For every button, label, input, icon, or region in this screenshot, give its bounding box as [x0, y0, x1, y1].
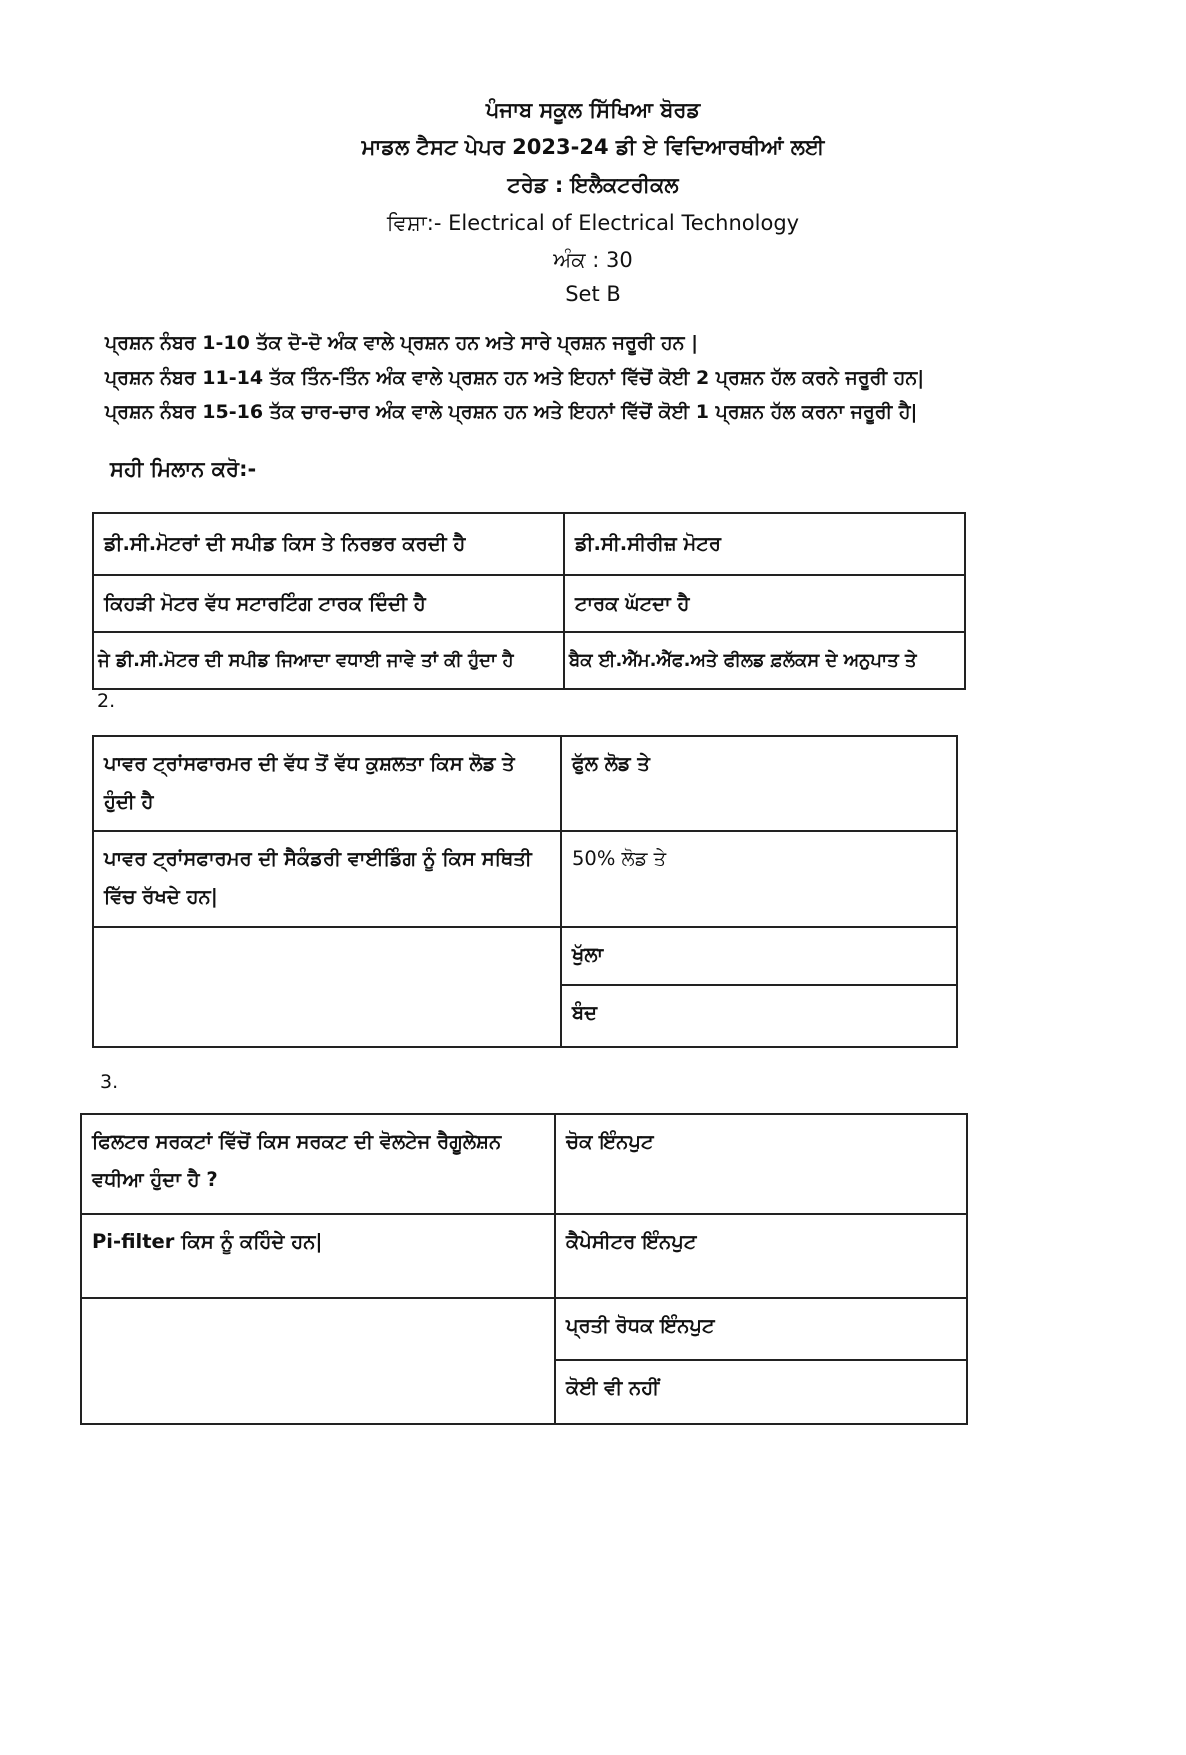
instruction-3: ਪ੍ਰਸ਼ਨ ਨੰਬਰ 15-16 ਤੱਕ ਚਾਰ-ਚਾਰ ਅੰਕ ਵਾਲੇ ਪ੍ਰਸ਼ਨ ਹਨ ਅਤੇ ਇਹਨਾਂ ਵਿੱਚੋਂ ਕੋਈ 1 ਪ੍ਰਸ਼ਨ ਹੱਲ ਕਰਨਾ ਜਰੂਰੀ ਹੈ| — [105, 401, 918, 423]
paper-title: ਮਾਡਲ ਟੈਸਟ ਪੇਪਰ 2023-24 ਡੀ ਏ ਵਿਦਿਆਰਥੀਆਂ ਲਈ — [361, 135, 825, 159]
table-row — [93, 831, 957, 927]
empty-cell — [81, 1298, 555, 1424]
table-row — [81, 1114, 967, 1214]
answer-cell: ਬੈਕ ਈ.ਐੱਮ.ਐੱਫ.ਅਤੇ ਫੀਲਡ ਫ਼ਲੱਕਸ ਦੇ ਅਨੁਪਾਤ ਤੇ — [564, 632, 965, 689]
question-cell: ਕਿਹੜੀ ਮੋਟਰ ਵੱਧ ਸਟਾਰਟਿੰਗ ਟਾਰਕ ਦਿੰਦੀ ਹੈ — [93, 575, 564, 632]
question-number-2: 2. — [97, 690, 116, 712]
question-cell: ਡੀ.ਸੀ.ਮੋਟਰਾਂ ਦੀ ਸਪੀਡ ਕਿਸ ਤੇ ਨਿਰਭਰ ਕਰਦੀ ਹੈ — [93, 513, 564, 575]
match-table-1 — [92, 512, 966, 690]
table-row — [93, 513, 965, 575]
answer-cell: ਚੋਕ ਇੰਨਪੁਟ — [555, 1114, 967, 1214]
table-row — [93, 927, 957, 985]
match-table-2 — [92, 735, 958, 1048]
answer-cell: ਕੋਈ ਵੀ ਨਹੀਂ — [555, 1360, 967, 1424]
question-cell: Pi-filter ਕਿਸ ਨੂੰ ਕਹਿੰਦੇ ਹਨ| — [81, 1214, 555, 1298]
answer-cell: ਖੁੱਲਾ — [561, 927, 957, 985]
answer-cell: ਪ੍ਰਤੀ ਰੋਧਕ ਇੰਨਪੁਟ — [555, 1298, 967, 1360]
section-title: ਸਹੀ ਮਿਲਾਨ ਕਰੋ:- — [110, 457, 257, 481]
set-line: Set B — [565, 282, 621, 306]
answer-cell: ਬੰਦ — [561, 985, 957, 1047]
instruction-1: ਪ੍ਰਸ਼ਨ ਨੰਬਰ 1-10 ਤੱਕ ਦੋ-ਦੋ ਅੰਕ ਵਾਲੇ ਪ੍ਰਸ਼ਨ ਹਨ ਅਤੇ ਸਾਰੇ ਪ੍ਰਸ਼ਨ ਜਰੂਰੀ ਹਨ | — [105, 332, 699, 354]
table-row — [93, 736, 957, 831]
empty-cell — [93, 927, 561, 1047]
answer-cell: 50% ਲੋਡ ਤੇ — [561, 831, 957, 927]
table-row — [93, 575, 965, 632]
instruction-2: ਪ੍ਰਸ਼ਨ ਨੰਬਰ 11-14 ਤੱਕ ਤਿੰਨ-ਤਿੰਨ ਅੰਕ ਵਾਲੇ ਪ੍ਰਸ਼ਨ ਹਨ ਅਤੇ ਇਹਨਾਂ ਵਿੱਚੋਂ ਕੋਈ 2 ਪ੍ਰਸ਼ਨ ਹੱਲ ਕਰਨੇ ਜਰੂਰੀ ਹਨ| — [105, 367, 925, 389]
subject-line: ਵਿਸ਼ਾ:- Electrical of Electrical Technology — [386, 211, 800, 235]
answer-cell: ਫੁੱਲ ਲੋਡ ਤੇ — [561, 736, 957, 831]
trade-line: ਟਰੇਡ : ਇਲੈਕਟਰੀਕਲ — [507, 173, 679, 197]
board-title: ਪੰਜਾਬ ਸਕੂਲ ਸਿੱਖਿਆ ਬੋਰਡ — [485, 98, 701, 122]
answer-cell: ਕੈਪੇਸੀਟਰ ਇੰਨਪੁਟ — [555, 1214, 967, 1298]
table-row — [81, 1298, 967, 1360]
answer-cell: ਡੀ.ਸੀ.ਸੀਰੀਜ਼ ਮੋਟਰ — [564, 513, 965, 575]
answer-cell: ਟਾਰਕ ਘੱਟਦਾ ਹੈ — [564, 575, 965, 632]
question-cell: ਫਿਲਟਰ ਸਰਕਟਾਂ ਵਿੱਚੋਂ ਕਿਸ ਸਰਕਟ ਦੀ ਵੋਲਟੇਜ ਰੈਗੂਲੇਸ਼ਨ ਵਧੀਆ ਹੁੰਦਾ ਹੈ ? — [81, 1114, 555, 1214]
marks-line: ਅੰਕ : 30 — [553, 248, 633, 272]
table-row — [81, 1214, 967, 1298]
question-cell: ਪਾਵਰ ਟ੍ਰਾਂਸਫਾਰਮਰ ਦੀ ਵੱਧ ਤੋਂ ਵੱਧ ਕੁਸ਼ਲਤਾ ਕਿਸ ਲੋਡ ਤੇ ਹੁੰਦੀ ਹੈ — [93, 736, 561, 831]
match-table-3 — [80, 1113, 968, 1425]
table-row — [93, 632, 965, 689]
question-cell: ਪਾਵਰ ਟ੍ਰਾਂਸਫਾਰਮਰ ਦੀ ਸੈਕੰਡਰੀ ਵਾਈਡਿੰਗ ਨੂੰ ਕਿਸ ਸਥਿਤੀ ਵਿੱਚ ਰੱਖਦੇ ਹਨ| — [93, 831, 561, 927]
question-cell: ਜੇ ਡੀ.ਸੀ.ਮੋਟਰ ਦੀ ਸਪੀਡ ਜਿਆਦਾ ਵਧਾਈ ਜਾਵੇ ਤਾਂ ਕੀ ਹੁੰਦਾ ਹੈ — [93, 632, 564, 689]
question-number-3: 3. — [100, 1071, 119, 1093]
